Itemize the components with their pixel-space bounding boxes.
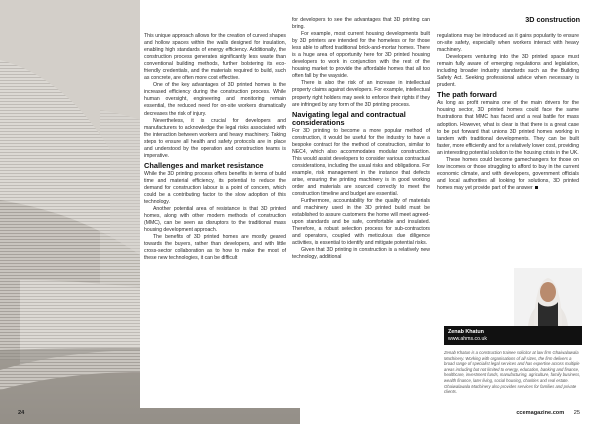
end-mark-icon — [535, 186, 539, 190]
paragraph: Another potential area of resistance is that 3D printed homes, along with other modern methods of construction (MMC), can be seen as disruptors to the traditional mass housing development approach. — [144, 206, 286, 234]
footer-right — [516, 410, 580, 416]
paragraph: One of the key advantages of 3D printed homes is the increased efficiency during the construction process. While human oversight, engineering and monitoring remain essential, the reduced need for on-site workers dramatically decreases the risk of injury. — [144, 82, 286, 117]
magazine-site[interactable]: ccemagazine.com — [516, 410, 565, 416]
section-label: 3D construction — [525, 15, 580, 24]
paragraph: This unique approach allows for the creation of curved shapes and hollow spaces within the walls designed for insulation, enabling high standards of energy efficiency. Additionally, the construction process generates significantly less waste than conventional building methods, further bolstering its eco-friendly credentials, and the materials required to build, such as concrete, are often more cost effective. — [144, 33, 286, 82]
subheading-path-forward: The path forward — [437, 90, 497, 100]
author-box — [444, 268, 582, 414]
paragraph: The benefits of 3D printed homes are mostly geared towards the buyers, rather than developers, and with little cross-sector collaboration as to how to make the most of these new technologies, it can be difficult — [144, 234, 286, 262]
paragraph-final — [437, 157, 579, 192]
column-1 — [144, 33, 286, 262]
author-portrait-icon — [514, 268, 582, 326]
author-photo — [514, 268, 582, 326]
subheading-legal: Navigating legal and contractual considerations — [292, 109, 406, 127]
subheading-challenges: Challenges and market resistance — [144, 160, 264, 170]
paragraph: While the 3D printing process offers benefits in terms of build time and material efficiency, its potential to reduce the demand for construction labour is a point of concern, which could be a contributing factor to the slow adoption of this technology. — [144, 170, 286, 206]
column-2 — [292, 17, 430, 262]
paragraph: Furthermore, accountability for the quality of materials and machinery used in the 3D printed build must be established to assure customers the home will meet agreed-upon standards and be safe, comfortable and insulated. Therefore, a robust selection process for sub-contractors and operators, coupled with meticulous due diligence activities, is essential to identify and mitigate potential risks. — [292, 198, 430, 247]
author-website[interactable]: www.ahms.co.uk — [448, 336, 487, 342]
paragraph: Developers venturing into the 3D printed space must remain fully aware of emerging regulations and legislation, including broader industry standards such as the Building Safety Act. Seeking professional advice when necessary is prudent. — [437, 54, 579, 89]
paragraph: Given that 3D printing in construction is a relatively new technology, additional — [292, 247, 430, 261]
paragraph: Nevertheless, it is crucial for developers and manufacturers to acknowledge the legal risks associated with the interaction between workers and heavy machinery. Taking steps to ensure all health and safety protocols are in place and understood by the operation and construction teams is imperative. — [144, 117, 286, 159]
paragraph: For 3D printing to become a more popular method of construction, it would be useful for the industry to have a bespoke contract for the method of construction, similar to NEC4, which also accommodates modular construction. This would assist developers to consider various contractual considerations, including the usual risks and obligations. For example, risk management in the instance that defects arise, ensuring the printing machinery is in good working order and materials are sourced correctly to meet the construction timeline and budget are essential. — [292, 127, 430, 198]
author-bar — [444, 326, 582, 345]
paragraph: for developers to see the advantages that 3D printing can bring. — [292, 17, 430, 31]
author-bio: Zenab Khatun is a construction trainee solicitor at law firm Ghaiwalawala Machinery. Working with organisations of all sizes, the firm delivers a broad range of specialist legal services and has expertise across multiple areas including but not limited to energy, education, banking and finance, healthcare, investment funds, manufacturing, agriculture, family business, wealth finance, later living, social housing, charities and real estate. Ghaiwalawala Machinery also provides services for families and private clients. — [444, 350, 581, 395]
page-number-left: 24 — [18, 410, 25, 416]
paragraph: For example, most current housing developments built by 3D printers are intended for the homeless or for those less able to afford traditional brick-and-mortar homes. There is a huge area of opportunity here for 3D printed housing developers to work in conjunction with the rest of the housing market to provide the affordable homes that all too often fall by the wayside. — [292, 31, 430, 80]
paragraph-text: These homes could become gamechangers for those on low incomes or those struggling to afford to buy in the current economic climate, and with developers, government officials and local authorities all looking for solutions, 3D printed homes may yet provide part of the answer — [437, 156, 579, 191]
page-number-right: 25 — [573, 410, 580, 416]
column-3 — [437, 33, 579, 192]
author-name: Zenab Khatun — [448, 329, 484, 335]
paragraph: As long as profit remains one of the main drivers for the housing sector, 3D printed homes could face the same frustrations that MMC has faced and a real battle for mass adoption. However, what is clear is that there is a great case to be put forward that unions 3D printed homes working in tandem with traditional developments. They can be built faster, more efficiently and for a relatively lower cost, providing an interesting potential solution to the housing crisis in the UK. — [437, 100, 579, 156]
paragraph: There is also the risk of an increase in intellectual property claims against developers. For example, intellectual property right holders may seek to enforce their rights if they are infringed by any form of the 3D printing process. — [292, 80, 431, 108]
paragraph: regulations may be introduced as it gains popularity to ensure on-site safety, especially when workers interact with heavy machinery. — [437, 33, 579, 54]
